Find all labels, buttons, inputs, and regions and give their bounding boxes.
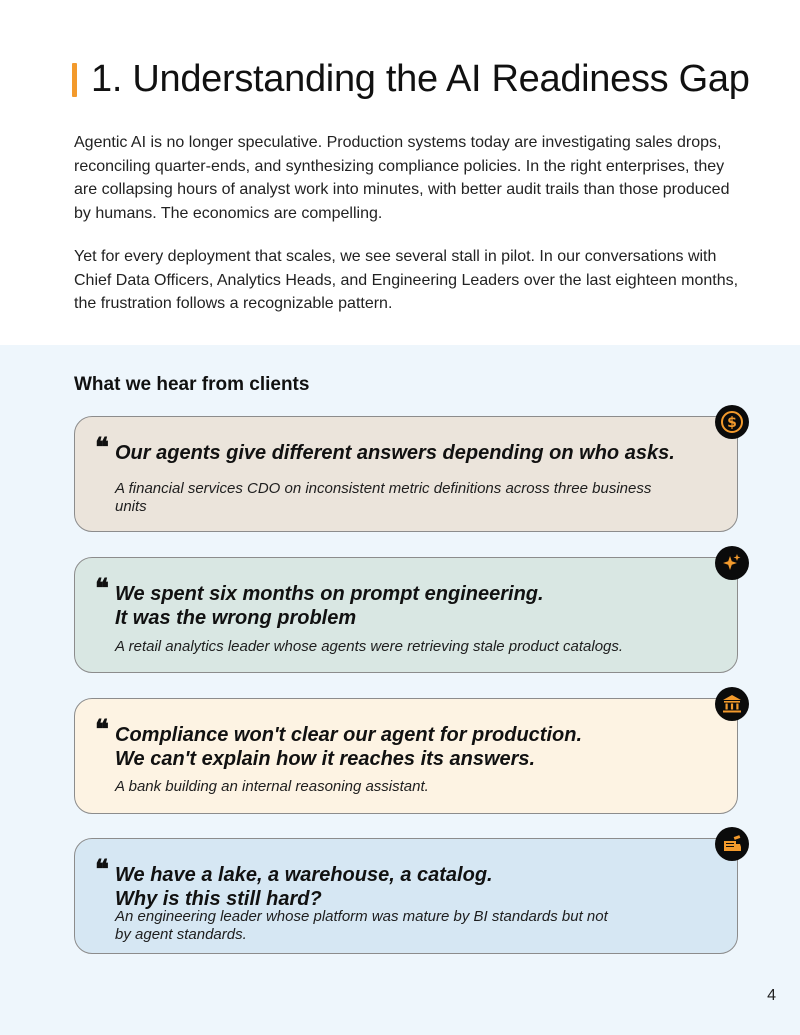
- page-number: 4: [767, 987, 776, 1004]
- sparkle-icon: [715, 546, 749, 580]
- quote-text: We spent six months on prompt engineering. It was the wrong problem: [115, 583, 544, 629]
- quote-card: [74, 557, 738, 673]
- page-title: 1. Understanding the AI Readiness Gap: [91, 58, 750, 100]
- quote-text: Compliance won't clear our agent for production. We can't explain how it reaches its answers.: [115, 724, 583, 770]
- section-heading: What we hear from clients: [74, 374, 310, 395]
- quote-card: [74, 698, 738, 814]
- intro-paragraph-2: Yet for every deployment that scales, we see several stall in pilot. In our conversations with Chief Data Officers, Analytics Heads, and Engineering Leaders over the last eighteen months, the frustration follows a recognizable pattern.: [74, 248, 739, 312]
- bank-icon: [715, 687, 749, 721]
- intro-paragraph-1: Agentic AI is no longer speculative. Production systems today are investigating sales drops, reconciling quarter-ends, and synthesizing compliance policies. In the right enterprises, they are collapsing hours of analyst work into minutes, with better audit trails than those produced by humans. The economics are compelling.: [74, 134, 730, 222]
- quote-text: Our agents give different answers depending on who asks.: [115, 442, 675, 464]
- dollar-coin-icon: [715, 405, 749, 439]
- page-heading: [72, 58, 750, 101]
- quote-mark-icon: ❝: [95, 433, 109, 463]
- svg-text:$: $: [727, 415, 737, 431]
- quote-mark-icon: ❝: [95, 855, 109, 885]
- quote-text: We have a lake, a warehouse, a catalog. Why is this still hard?: [115, 864, 493, 910]
- quote-attribution: An engineering leader whose platform was mature by BI standards but not by agent standards.: [115, 908, 608, 943]
- quote-attribution: A financial services CDO on inconsistent metric definitions across three business units: [115, 480, 652, 515]
- warehouse-truck-icon: [715, 827, 749, 861]
- quote-mark-icon: ❝: [95, 574, 109, 604]
- quote-card: [74, 838, 738, 954]
- quote-mark-icon: ❝: [95, 715, 109, 745]
- heading-accent-bar: [72, 63, 77, 97]
- quote-attribution: A retail analytics leader whose agents were retrieving stale product catalogs.: [115, 638, 624, 655]
- quote-card: [74, 416, 738, 532]
- quote-attribution: A bank building an internal reasoning assistant.: [115, 778, 429, 795]
